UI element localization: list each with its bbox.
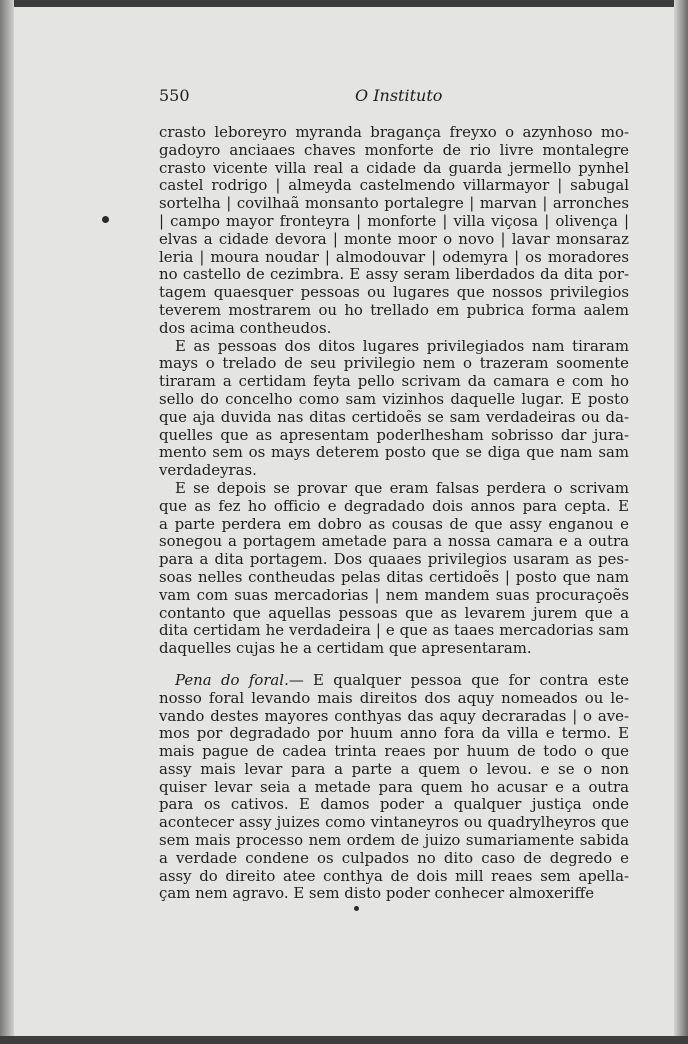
paragraph: [159, 672, 629, 903]
text-line: mays o trelado de seu privilegio nem o trazeram soomente: [159, 354, 629, 373]
text-line: sortelha | covilhaã monsanto portalegre | marvan | arronches: [159, 194, 629, 213]
text-line: nosso foral levando mais direitos dos aquy nomeados ou le-: [159, 688, 629, 707]
text-line: crasto vicente villa real a cidade da guarda jermello pynhel: [159, 158, 629, 177]
text-line: quiser levar seia a metade para quem ho acusar e a outra: [159, 777, 629, 796]
page-header: [159, 86, 629, 110]
paragraph-spacer: [159, 658, 629, 672]
text-line: castel rodrigo | almeyda castelmendo villarmayor | sabugal: [159, 176, 629, 195]
text-line: sonegou a portagem ametade para a nossa camara e a outra: [159, 532, 629, 551]
margin-ink-dot: [102, 216, 109, 223]
text-line: tiraram a certidam feyta pello scrivam da camara e com ho: [159, 372, 629, 391]
text-line: sello do concelho como sam vizinhos daquelle lugar. E posto: [159, 389, 629, 408]
text-line: teverem mostrarem ou ho trellado em pubrica forma aalem: [159, 300, 629, 319]
text-line: que aja duvida nas ditas certidoẽs se sam verdadeiras ou da-: [159, 407, 629, 426]
paragraph: [159, 124, 629, 338]
scan-edge-left: [0, 0, 14, 1044]
text-line: sem mais processo nem ordem de juizo sumariamente sabida: [159, 831, 629, 850]
text-line-rest: — E qualquer pessoa que for contra este: [288, 670, 629, 689]
text-line: mento sem os mays deterem posto que se diga que nam sam: [159, 443, 629, 462]
text-line: elvas a cidade devora | monte moor o novo | lavar monsaraz: [159, 229, 629, 248]
text-line: quelles que as apresentam poderlhesham sobrisso dar jura-: [159, 425, 629, 444]
body-text: [159, 124, 629, 903]
bottom-ink-dot: [354, 906, 359, 911]
text-line: mais pague de cadea trinta reaes por huum de todo o que: [159, 742, 629, 761]
text-line: mos por degradado por huum anno fora da villa e termo. E: [159, 724, 629, 743]
text-line: E se depois se provar que eram falsas perdera o scrivam: [175, 478, 629, 497]
text-line: vando destes mayores conthyas das aquy decraradas | o ave-: [159, 706, 629, 725]
text-line: no castello de cezimbra. E assy seram liberdados da dita por-: [159, 265, 629, 284]
text-line: a parte perdera em dobro as cousas de que assy enganou e: [159, 514, 629, 533]
text-line: dita certidam he verdadeira | e que as taaes mercadorias sam: [159, 621, 629, 640]
text-line: | campo mayor fronteyra | monforte | villa viçosa | olivença |: [159, 211, 629, 230]
page-number: 550: [159, 86, 190, 105]
scan-edge-top: [0, 0, 688, 7]
running-title: O Instituto: [355, 86, 443, 105]
text-line: assy mais levar para a parte a quem o levou. e se o non: [159, 759, 629, 778]
text-line: crasto leboreyro myranda bragança freyxo o azynhoso mo-: [159, 123, 629, 141]
text-line: tagem quaesquer pessoas ou lugares que nossos privilegios: [159, 283, 629, 302]
text-line: çam nem agravo. E sem disto poder conhecer almoxeriffe: [159, 884, 595, 903]
text-line: assy do direito atee conthya de dois mill reaes sem apella-: [159, 866, 629, 885]
scan-edge-bottom: [0, 1036, 688, 1044]
paragraph: [159, 338, 629, 480]
text-line: [159, 672, 629, 690]
text-line: a verdade condene os culpados no dito caso de degredo e: [159, 848, 629, 867]
text-line: que as fez ho officio e degradado dois annos para cepta. E: [159, 496, 629, 515]
text-line: daquelles cujas he a certidam que apresentaram.: [159, 639, 532, 658]
text-line: verdadeyras.: [159, 461, 257, 480]
text-line: vam com suas mercadorias | nem mandem suas procuraçoẽs: [159, 585, 629, 604]
scan-edge-right: [674, 0, 688, 1044]
section-heading: Pena do foral.: [175, 670, 289, 689]
text-line: E as pessoas dos ditos lugares privilegiados nam tiraram: [175, 336, 629, 355]
text-line: leria | moura noudar | almodouvar | odemyra | os moradores: [159, 247, 629, 266]
paragraph: [159, 480, 629, 658]
text-line: para a dita portagem. Dos quaaes privilegios usaram as pes-: [159, 550, 629, 569]
text-line: gadoyro anciaaes chaves monforte de rio livre montalegre: [159, 140, 629, 159]
text-line: contanto que aquellas pessoas que as levarem jurem que a: [159, 603, 629, 622]
text-line: dos acima contheudos.: [159, 318, 332, 337]
text-line: para os cativos. E damos poder a qualquer justiça onde: [159, 795, 629, 814]
text-line: soas nelles contheudas pelas ditas certidoẽs | posto que nam: [159, 567, 629, 586]
text-line: acontecer assy juizes como vintaneyros ou quadrylheyros que: [159, 813, 629, 832]
